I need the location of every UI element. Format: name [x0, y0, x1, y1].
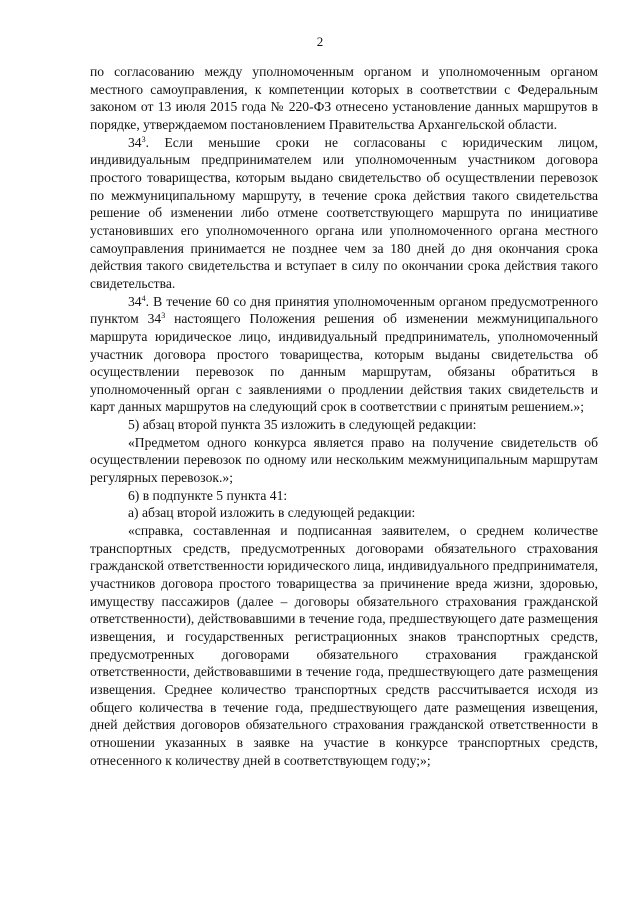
clause-text-part-a: . В течение 60 со дня принятия уполномоченным органом предусмотренного пунктом 34	[90, 293, 598, 327]
paragraph-quote-35: «Предметом одного конкурса является право на получение свидетельств об осуществлении перевозок по одному или нескольким межмуниципальным маршрутам регулярных перевозок.»;	[90, 434, 598, 486]
paragraph-quote-certificate: «справка, составленная и подписанная заявителем, о среднем количестве транспортных средств, предусмотренных договорами обязательного страхования гражданской ответственности юридического лица, индивидуального предпринимателя, участников договора простого товарищества за причинение вреда жизни, здоровью, имуществу пассажиров (далее – договоры обязательного страхования гражданской ответственности), действовавшими в течение года, предшествующего дате размещения извещения, и государственных регистрационных знаков транспортных средств, предусмотренных договорами обязательного страхования гражданской ответственности, действовавшими в течение года, предшествующего дате размещения извещения. Среднее количество транспортных средств рассчитывается исходя из общего количества в течение года, предшествующего дате размещения извещения, дней действия договоров обязательного страхования гражданской ответственности в отношении указанных в заявке на участие в конкурсе транспортных средств, отнесенного к количеству дней в соответствующем году;»;	[90, 523, 598, 768]
clause-text-part-b: настоящего Положения решения об изменении межмуниципального маршрута юридическое лицо, индивидуальный предприниматель, уполномоченный участник договора простого товарищества, которым выданы свидетельства об осуществлении перевозок по данным маршрутам, обязаны обратиться в уполномоченный орган с заявлениями о продлении действия таких свидетельств и карт данных маршрутов на следующий срок в соответствии с принятым решением.»;	[90, 311, 599, 415]
paragraph-subitem-a: а) абзац второй изложить в следующей редакции:	[128, 505, 416, 521]
document-body	[90, 63, 598, 769]
paragraph-item-5: 5) абзац второй пункта 35 изложить в следующей редакции:	[128, 417, 477, 433]
paragraph-34-4	[90, 293, 598, 417]
paragraph-continuation: по согласованию между уполномоченным органом и уполномоченным органом местного самоуправления, к компетенции которых в соответствии с Федеральным законом от 13 июля 2015 года № 220-ФЗ отнесено установление данных маршрутов в порядке, утверждаемом постановлением Правительства Архангельской области.	[90, 64, 598, 132]
page-number: 2	[316, 34, 324, 49]
paragraph-34-3	[90, 134, 598, 293]
clause-text: . Если меньшие сроки не согласованы с юридическим лицом, индивидуальным предпринимателем или уполномоченным участником договора простого товарищества, которым выдано свидетельство об осуществлении перевозок по межмуниципальному маршруту, в течение срока действия такого свидетельства решение об изменении либо отмене соответствующего маршрута по инициативе установивших его уполномоченного органа или уполномоченного органа местного самоуправления принимается не позднее чем за 180 дней до дня окончания срока действия такого свидетельства и вступает в силу по окончании срока действия такого свидетельства.	[90, 134, 598, 291]
clause-superscript: 3	[141, 134, 146, 144]
reference-superscript: 3	[161, 311, 166, 321]
clause-number: 34	[128, 134, 142, 150]
clause-superscript: 4	[141, 293, 146, 303]
paragraph-item-6: 6) в подпункте 5 пункта 41:	[128, 487, 288, 503]
clause-number: 34	[128, 293, 142, 309]
